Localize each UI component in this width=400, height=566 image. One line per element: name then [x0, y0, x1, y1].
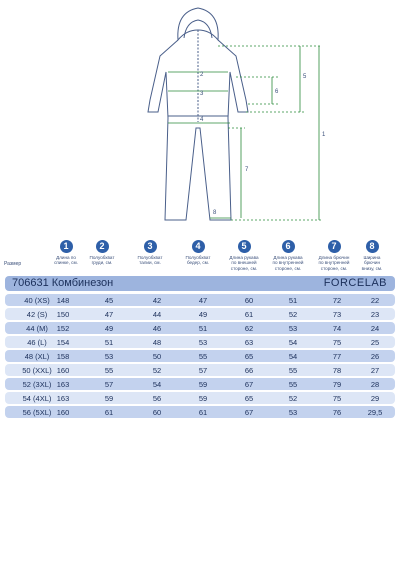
value-cell: 65: [244, 351, 254, 361]
value-cell: 66: [244, 365, 254, 375]
value-cell: 57: [198, 365, 208, 375]
col-label-line: по внутренней: [272, 260, 304, 266]
value-cell: 49: [104, 323, 114, 333]
label-1: 1: [322, 132, 326, 138]
value-cell: 60: [244, 295, 254, 305]
value-cell: 148: [56, 295, 70, 305]
col-number-badge: 2: [96, 240, 109, 253]
label-3: 3: [200, 91, 204, 97]
value-cell: 56: [152, 393, 162, 403]
col-label-line: по внутренней: [318, 260, 350, 266]
value-cell: 150: [56, 309, 70, 319]
value-cell: 22: [370, 295, 380, 305]
value-cell: 60: [152, 407, 162, 417]
value-cell: 55: [104, 365, 114, 375]
col-number-badge: 3: [144, 240, 157, 253]
col-label-line: Полуобхват: [89, 255, 115, 260]
value-cell: 65: [244, 393, 254, 403]
label-8: 8: [213, 210, 217, 216]
size-cell: 54 (4XL): [22, 393, 52, 403]
value-cell: 42: [152, 295, 162, 305]
header-col-2: [80, 240, 124, 266]
value-cell: 51: [104, 337, 114, 347]
table-row: [5, 322, 395, 334]
size-cell: 52 (3XL): [22, 379, 52, 389]
value-cell: 67: [244, 407, 254, 417]
value-cell: 52: [288, 309, 298, 319]
value-cell: 50: [152, 351, 162, 361]
col-label-line: стороне, см.: [230, 265, 258, 271]
value-cell: 53: [288, 407, 298, 417]
value-cell: 160: [56, 365, 70, 375]
col-label-line: груди, см.: [91, 260, 113, 266]
col-label-line: стороне, см.: [274, 265, 302, 271]
table-row: [5, 336, 395, 348]
value-cell: 52: [288, 393, 298, 403]
value-cell: 26: [370, 351, 380, 361]
value-cell: 59: [104, 393, 114, 403]
table-row: [5, 350, 395, 362]
measurement-lines: [168, 46, 322, 220]
col-label-line: внизу, см.: [361, 265, 383, 271]
table-row: [5, 308, 395, 320]
col-number-badge: 6: [282, 240, 295, 253]
header-col-8: [350, 240, 394, 271]
value-cell: 46: [152, 323, 162, 333]
value-cell: 163: [56, 393, 70, 403]
value-cell: 52: [152, 365, 162, 375]
value-cell: 160: [56, 407, 70, 417]
table-row: [5, 392, 395, 404]
label-5: 5: [303, 74, 307, 80]
size-cell: 44 (M): [26, 323, 48, 333]
label-6: 6: [275, 89, 279, 95]
value-cell: 25: [370, 337, 380, 347]
value-cell: 24: [370, 323, 380, 333]
value-cell: 75: [332, 337, 342, 347]
value-cell: 55: [288, 379, 298, 389]
value-cell: 74: [332, 323, 342, 333]
col-number-badge: 1: [60, 240, 73, 253]
value-cell: 63: [244, 337, 254, 347]
value-cell: 54: [288, 351, 298, 361]
value-cell: 57: [104, 379, 114, 389]
table-title-bar: [5, 276, 395, 291]
brand-name: FORCELAB: [323, 277, 387, 289]
col-label-line: Полуобхват: [185, 255, 211, 260]
value-cell: 59: [198, 379, 208, 389]
value-cell: 53: [288, 323, 298, 333]
value-cell: 28: [370, 379, 380, 389]
value-cell: 154: [56, 337, 70, 347]
value-cell: 79: [332, 379, 342, 389]
value-cell: 51: [288, 295, 298, 305]
value-cell: 53: [104, 351, 114, 361]
value-cell: 73: [332, 309, 342, 319]
value-cell: 54: [152, 379, 162, 389]
header-col-3: [128, 240, 172, 266]
value-cell: 67: [244, 379, 254, 389]
col-label-line: бедер, см.: [186, 260, 210, 266]
col-label-line: брючин: [363, 260, 381, 266]
col-label-line: Длина рукава: [229, 255, 259, 260]
value-cell: 48: [152, 337, 162, 347]
size-cell: 40 (XS): [24, 295, 50, 305]
size-cell: 50 (XXL): [22, 365, 52, 375]
value-cell: 158: [56, 351, 70, 361]
header-col-6: [266, 240, 310, 271]
col-label-line: по внешней: [231, 260, 257, 266]
table-row: [5, 364, 395, 376]
value-cell: 78: [332, 365, 342, 375]
value-cell: 76: [332, 407, 342, 417]
col-label-line: спинке, см.: [54, 260, 78, 266]
value-cell: 27: [370, 365, 380, 375]
size-cell: 42 (S): [26, 309, 48, 319]
value-cell: 49: [198, 309, 208, 319]
col-label-line: талии, см.: [139, 260, 161, 266]
label-7: 7: [245, 167, 249, 173]
value-cell: 72: [332, 295, 342, 305]
table-row: [5, 294, 395, 306]
col-label-line: Полуобхват: [137, 255, 163, 260]
size-cell: 56 (5XL): [22, 407, 52, 417]
label-2: 2: [200, 72, 204, 78]
value-cell: 44: [152, 309, 162, 319]
value-cell: 62: [244, 323, 254, 333]
value-cell: 59: [198, 393, 208, 403]
size-column-label: Размер: [4, 261, 22, 267]
size-cell: 48 (XL): [24, 351, 50, 361]
col-label-line: Длина по: [56, 255, 76, 260]
garment-diagram: [0, 0, 400, 235]
label-4: 4: [200, 117, 204, 123]
value-cell: 61: [104, 407, 114, 417]
value-cell: 51: [198, 323, 208, 333]
value-cell: 29: [370, 393, 380, 403]
header-col-4: [176, 240, 220, 266]
value-cell: 77: [332, 351, 342, 361]
article-title: 706631 Комбинезон: [12, 277, 114, 289]
value-cell: 45: [104, 295, 114, 305]
value-cell: 61: [244, 309, 254, 319]
table-row: [5, 406, 395, 418]
col-number-badge: 7: [328, 240, 341, 253]
value-cell: 47: [198, 295, 208, 305]
col-number-badge: 8: [366, 240, 379, 253]
col-label-line: стороне, см.: [320, 265, 348, 271]
value-cell: 54: [288, 337, 298, 347]
col-label-line: Длина рукава: [273, 255, 303, 260]
col-label-line: Ширина: [363, 255, 381, 260]
col-number-badge: 5: [238, 240, 251, 253]
col-number-badge: 4: [192, 240, 205, 253]
header-col-5: [222, 240, 266, 271]
measurement-labels: [200, 72, 326, 216]
value-cell: 75: [332, 393, 342, 403]
value-cell: 23: [370, 309, 380, 319]
table-row: [5, 378, 395, 390]
value-cell: 61: [198, 407, 208, 417]
value-cell: 55: [198, 351, 208, 361]
value-cell: 55: [288, 365, 298, 375]
value-cell: 152: [56, 323, 70, 333]
value-cell: 53: [198, 337, 208, 347]
col-label-line: Длина брючин: [318, 255, 350, 260]
size-cell: 46 (L): [27, 337, 47, 347]
value-cell: 29,5: [367, 407, 383, 417]
value-cell: 47: [104, 309, 114, 319]
coverall-outline: [148, 8, 248, 220]
value-cell: 163: [56, 379, 70, 389]
